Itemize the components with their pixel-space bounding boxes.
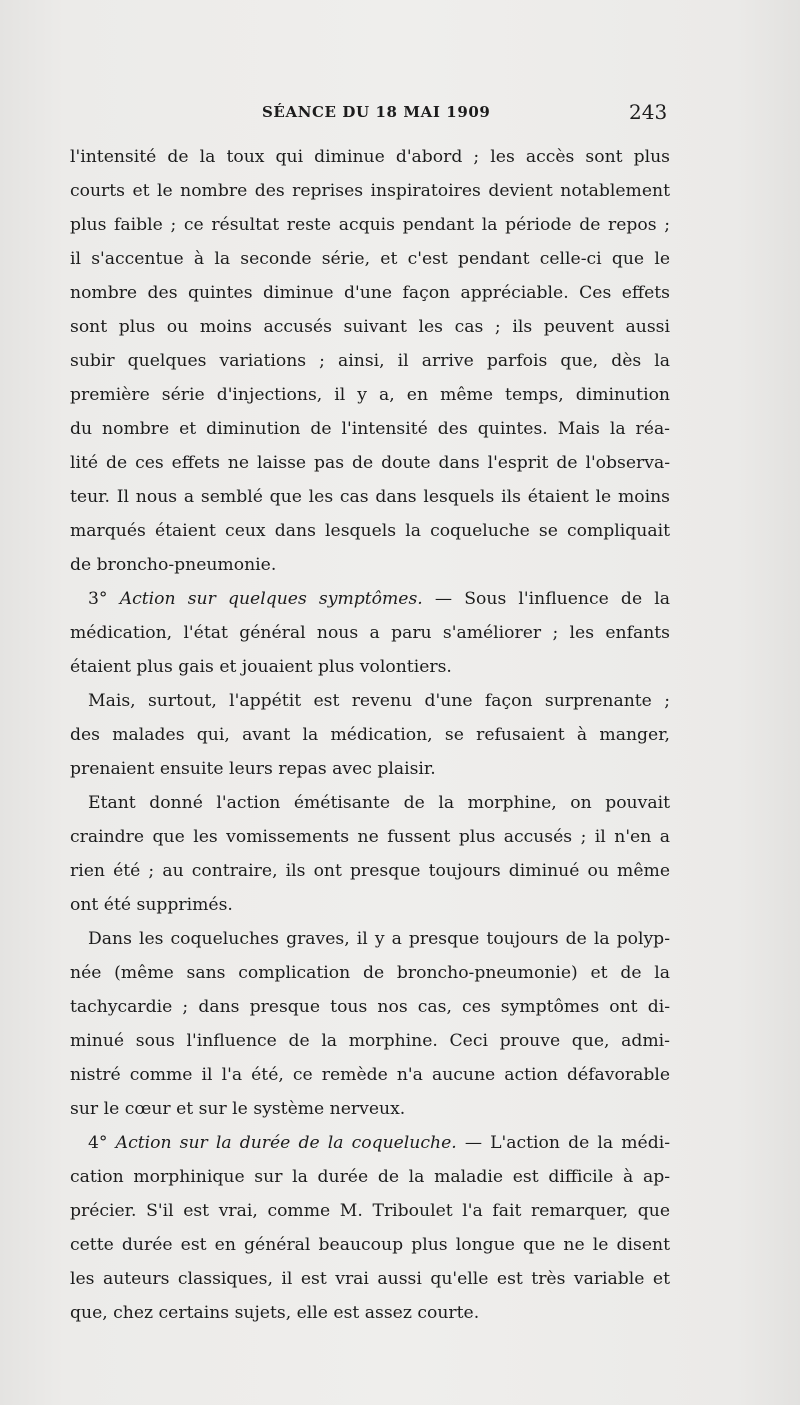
text-line: marqués étaient ceux dans lesquels la coqueluche se compliquait [70, 521, 670, 541]
text-line: Dans les coqueluches graves, il y a presque toujours de la polyp- [88, 929, 670, 949]
text-line: plus faible ; ce résultat reste acquis pendant la période de repos ; [70, 215, 670, 235]
text-line: que, chez certains sujets, elle est assez courte. [70, 1303, 480, 1323]
text-line: nombre des quintes diminue d'une façon appréciable. Ces effets [70, 283, 670, 303]
text-line: minué sous l'influence de la morphine. Ceci prouve que, admi- [70, 1031, 670, 1051]
text-line: précier. S'il est vrai, comme M. Triboulet l'a fait remarquer, que [70, 1201, 670, 1221]
text-line: première série d'injections, il y a, en même temps, diminution [70, 385, 670, 405]
text-line: ont été supprimés. [70, 895, 233, 915]
text-line: étaient plus gais et jouaient plus volontiers. [70, 657, 452, 677]
text-line: l'intensité de la toux qui diminue d'abord ; les accès sont plus [70, 147, 670, 167]
section-number: 4° [88, 1133, 116, 1153]
text-line: craindre que les vomissements ne fussent plus accusés ; il n'en a [70, 827, 670, 847]
text-line: cation morphinique sur la durée de la maladie est difficile à ap- [70, 1167, 670, 1187]
text-line: Mais, surtout, l'appétit est revenu d'une façon surprenante ; [88, 691, 670, 711]
text-line: lité de ces effets ne laisse pas de doute dans l'esprit de l'observa- [70, 453, 670, 473]
body-text [70, 140, 670, 1330]
text-line: les auteurs classiques, il est vrai aussi qu'elle est très variable et [70, 1269, 670, 1289]
text-line: du nombre et diminution de l'intensité des quintes. Mais la réa- [70, 419, 670, 439]
text-line: Etant donné l'action émétisante de la morphine, on pouvait [88, 793, 670, 813]
section-number: 3° [88, 589, 120, 609]
text-line: subir quelques variations ; ainsi, il arrive parfois que, dès la [70, 351, 670, 371]
running-title: SÉANCE DU 18 MAI 1909 [262, 103, 491, 121]
text-line: teur. Il nous a semblé que les cas dans lesquels ils étaient le moins [70, 487, 670, 507]
text-line: née (même sans complication de broncho-pneumonie) et de la [70, 963, 670, 983]
text-line: rien été ; au contraire, ils ont presque toujours diminué ou même [70, 861, 670, 881]
section-heading: Action sur quelques symptômes. [119, 589, 423, 609]
line-text: — Sous l'influence de la [422, 589, 671, 609]
text-line: courts et le nombre des reprises inspiratoires devient notablement [70, 181, 670, 201]
text-line: médication, l'état général nous a paru s'améliorer ; les enfants [70, 623, 670, 643]
text-line: prenaient ensuite leurs repas avec plaisir. [70, 759, 436, 779]
text-line: nistré comme il l'a été, ce remède n'a aucune action défavorable [70, 1065, 670, 1085]
text-line: de broncho-pneumonie. [70, 555, 277, 575]
text-line [70, 582, 670, 616]
running-head [0, 100, 800, 130]
text-line: sont plus ou moins accusés suivant les cas ; ils peuvent aussi [70, 317, 670, 337]
text-line: sur le cœur et sur le système nerveux. [70, 1099, 406, 1119]
text-line [70, 1126, 670, 1160]
text-line: cette durée est en général beaucoup plus longue que ne le disent [70, 1235, 670, 1255]
page-number: 243 [629, 100, 668, 124]
section-heading: Action sur la durée de la coqueluche. [115, 1133, 457, 1153]
text-line: tachycardie ; dans presque tous nos cas, ces symptômes ont di- [70, 997, 670, 1017]
text-line: des malades qui, avant la médication, se refusaient à manger, [70, 725, 670, 745]
line-text: — L'action de la médi- [456, 1133, 670, 1153]
text-line: il s'accentue à la seconde série, et c'est pendant celle-ci que le [70, 249, 670, 269]
